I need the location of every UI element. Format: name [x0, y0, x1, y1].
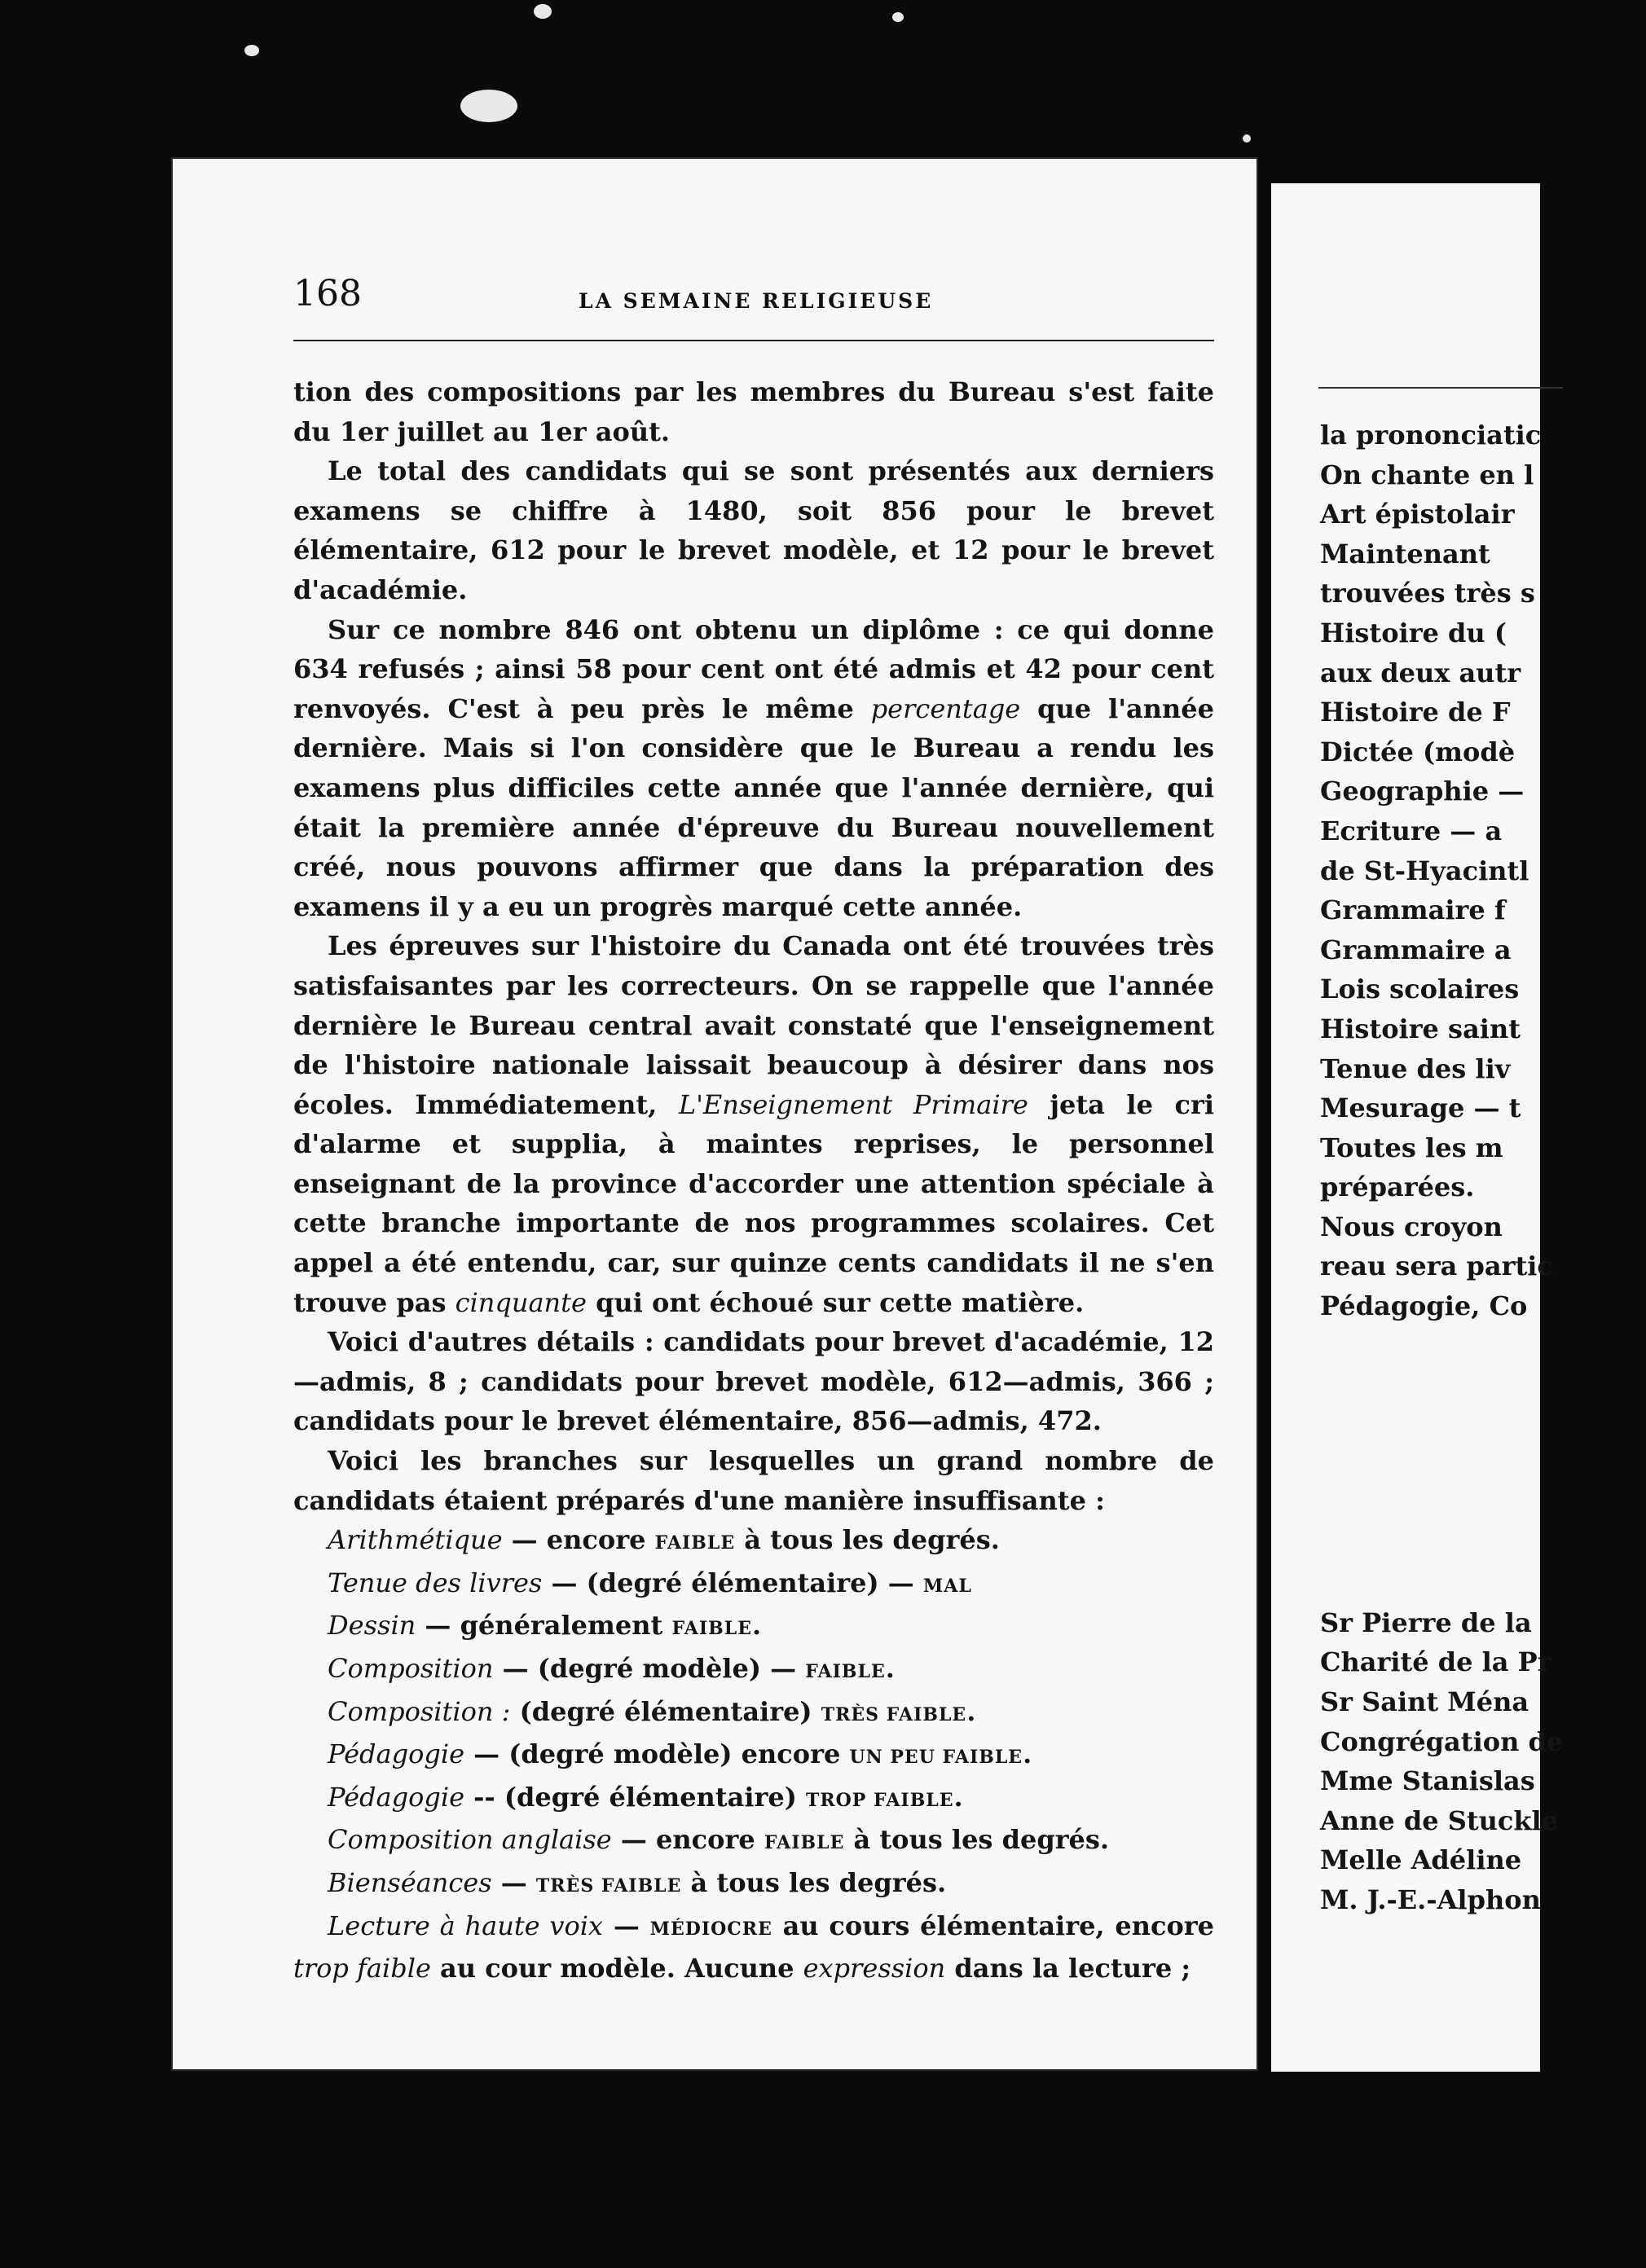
- right-page-line: Dictée (modè: [1320, 736, 1516, 767]
- text-run: -- (degré élémentaire): [464, 1781, 806, 1813]
- assessment: TRÈS FAIBLE: [821, 1703, 967, 1725]
- paragraph-6: Voici les branches sur lesquelles un grand nombre de candidats étaient préparés d'une manière insuffisante :: [293, 1445, 1214, 1516]
- text-run: que l'année dernière. Mais si l'on considère que le Bureau a rendu les examens plus difficiles cette année que l'année dernière, qui était la première année d'épreuve du Bureau nouvellement créé, nous pouvons affirmer que dans la préparation des examens il y a eu un progrès marqué cette année.: [293, 692, 1215, 922]
- right-page-line: Histoire de F: [1320, 697, 1511, 728]
- right-page-line: Geographie —: [1320, 776, 1525, 807]
- text-run: .: [751, 1610, 762, 1642]
- italic-term: percentage: [870, 692, 1021, 724]
- right-page-line: Charité de la Pr: [1320, 1646, 1551, 1678]
- text-run: au cour modèle. Aucune: [430, 1953, 803, 1984]
- body-text: [293, 372, 1214, 1989]
- text-run: — généralement: [416, 1610, 672, 1642]
- right-page-line: Histoire saint: [1320, 1013, 1521, 1044]
- right-page-line: Maintenant: [1320, 538, 1490, 569]
- text-run: à tous les degrés.: [844, 1824, 1110, 1856]
- text-run: — (degré modèle) encore: [464, 1738, 850, 1770]
- right-page-line: Art épistolair: [1320, 499, 1515, 530]
- text-run: à tous les degrés.: [735, 1524, 1000, 1556]
- assessment: TRÈS FAIBLE: [535, 1875, 682, 1897]
- right-page-line: Grammaire f: [1320, 894, 1506, 926]
- italic-term: cinquante: [455, 1286, 587, 1318]
- paragraph-4: [293, 926, 1214, 1322]
- italic-term: trop faible: [293, 1953, 431, 1984]
- right-page-text: [1320, 415, 1646, 1920]
- branch-item: [293, 1734, 1214, 1778]
- right-page-line: [1320, 1484, 1646, 1524]
- branch-subject: Composition :: [328, 1695, 511, 1727]
- right-page: [1271, 183, 1564, 2072]
- branch-subject: Bienséances: [328, 1866, 492, 1898]
- last-paragraph: [293, 1906, 1214, 1989]
- branch-subject: Composition: [328, 1653, 494, 1684]
- right-page-line: Congrégation de: [1320, 1725, 1564, 1757]
- branch-item: [293, 1563, 1214, 1606]
- scan-speck: [460, 90, 517, 122]
- branch-item: [293, 1863, 1214, 1906]
- assessment: FAIBLE: [805, 1661, 886, 1682]
- text-run: jeta le cri d'alarme et supplia, à maintes reprises, le personnel enseignant de la province d'accorder une attention spéciale à cette branche importante de nos programmes scolaires. Cet appel a été entendu, car, sur quinze cents candidats il ne s'en trouve pas: [293, 1088, 1215, 1318]
- paragraph-2: Le total des candidats qui se sont présentés aux derniers examens se chiffre à 1480, soit 856 pour le brevet élémentaire, 612 pour le brevet modèle, et 12 pour le brevet d'académie.: [293, 455, 1214, 605]
- right-page-line: [1320, 1326, 1646, 1366]
- right-page-line: [1320, 1444, 1646, 1484]
- branch-item: [293, 1778, 1214, 1821]
- assessment: FAIBLE: [654, 1532, 736, 1554]
- right-page-line: [1320, 1524, 1646, 1564]
- assessment: UN PEU FAIBLE: [849, 1747, 1023, 1769]
- right-page-line: [1320, 1365, 1646, 1405]
- branch-subject: Arithmétique: [328, 1524, 503, 1556]
- text-run: au cours élémentaire, encore: [772, 1910, 1215, 1941]
- right-page-line: Nous croyon: [1320, 1211, 1503, 1242]
- text-run: —: [603, 1910, 650, 1941]
- right-page-line: Mesurage — t: [1320, 1092, 1521, 1124]
- assessment: MÉDIOCRE: [649, 1918, 772, 1940]
- text-run: (degré élémentaire): [510, 1695, 821, 1727]
- branch-item: [293, 1520, 1214, 1563]
- text-run: .: [1023, 1738, 1032, 1770]
- text-run: — (degré élémentaire) —: [542, 1567, 923, 1598]
- branch-subject: Pédagogie: [328, 1781, 464, 1813]
- branch-item: [293, 1692, 1214, 1735]
- text-run: — encore: [502, 1524, 655, 1556]
- right-page-line: Melle Adéline: [1320, 1844, 1522, 1876]
- scan-speck: [1243, 134, 1251, 143]
- right-page-line: la prononciatic: [1320, 420, 1542, 451]
- right-page-line: Toutes les m: [1320, 1132, 1503, 1163]
- right-page-line: M. J.-E.-Alphon: [1320, 1883, 1541, 1915]
- right-page-line: On chante en l: [1320, 459, 1534, 490]
- text-run: .: [966, 1695, 976, 1727]
- right-page-line: Anne de Stuckle: [1320, 1804, 1559, 1836]
- right-page-line: Mme Stanislas: [1320, 1765, 1535, 1797]
- branch-subject: Dessin: [328, 1610, 416, 1642]
- scan-speck: [892, 12, 904, 22]
- paragraph-1: tion des compositions par les membres du Bureau s'est faite du 1er juillet au 1er août.: [293, 376, 1214, 447]
- right-page-line: Sr Pierre de la: [1320, 1606, 1532, 1638]
- text-run: — (degré modèle) —: [493, 1653, 806, 1684]
- text-run: — encore: [611, 1824, 764, 1856]
- running-head: LA SEMAINE RELIGIEUSE: [579, 289, 934, 313]
- header-rule: [1318, 387, 1563, 389]
- assessment: TROP FAIBLE: [805, 1789, 954, 1811]
- branch-item: [293, 1606, 1214, 1649]
- scan-speck: [244, 45, 259, 56]
- branch-subject: Lecture à haute voix: [328, 1910, 604, 1941]
- right-page-line: Grammaire a: [1320, 934, 1512, 965]
- text-run: —: [491, 1866, 536, 1898]
- text-run: à tous les degrés.: [681, 1866, 947, 1898]
- paragraph-5: Voici d'autres détails : candidats pour brevet d'académie, 12—admis, 8 ; candidats pour brevet modèle, 612—admis, 366 ; candidats pour le brevet élémentaire, 856—admis, 472.: [293, 1326, 1214, 1437]
- right-page-line: reau sera partic: [1320, 1250, 1553, 1282]
- text-run: dans la lecture ;: [945, 1953, 1191, 1984]
- right-page-line: Sr Saint Ména: [1320, 1686, 1529, 1717]
- text-run: Sur ce nombre 846 ont obtenu un diplôme : ce qui donne 634 refusés ; ainsi 58 pour cent ont été admis et 42 pour cent renvoyés. C'est à peu près le même: [293, 613, 1214, 724]
- right-page-line: de St-Hyacintl: [1320, 855, 1529, 886]
- header-rule: [293, 340, 1214, 341]
- branch-item: [293, 1820, 1214, 1863]
- scan-speck: [534, 4, 552, 19]
- assessment: FAIBLE: [671, 1618, 752, 1640]
- right-page-line: trouvées très s: [1320, 578, 1535, 609]
- right-page-line: Histoire du (: [1320, 617, 1507, 648]
- text-run: .: [885, 1653, 895, 1684]
- branch-item: [293, 1649, 1214, 1692]
- italic-term: expression: [803, 1953, 946, 1984]
- left-page: [173, 159, 1257, 2069]
- paragraph-3: [293, 610, 1214, 927]
- assessment: FAIBLE: [764, 1832, 845, 1854]
- italic-title: L'Enseignement Primaire: [678, 1088, 1028, 1120]
- text-run: .: [953, 1781, 963, 1813]
- right-page-line: Pédagogie, Co: [1320, 1290, 1528, 1322]
- right-page-line: [1320, 1405, 1646, 1445]
- right-page-line: Tenue des liv: [1320, 1053, 1511, 1084]
- branch-subject: Pédagogie: [328, 1738, 464, 1770]
- right-page-line: Lois scolaires: [1320, 974, 1520, 1005]
- branch-subject: Composition anglaise: [328, 1824, 612, 1856]
- right-page-line: préparées.: [1320, 1171, 1475, 1203]
- branch-subject: Tenue des livres: [328, 1567, 543, 1598]
- page-number: 168: [293, 273, 362, 314]
- right-page-line: aux deux autr: [1320, 657, 1521, 688]
- text-run: Les épreuves sur l'histoire du Canada ont été trouvées très satisfaisantes par les correcteurs. On se rappelle que l'année dernière le Bureau central avait constaté que l'enseignement de l'histoire nationale laissait beaucoup à désirer dans nos écoles. Immédiatement,: [293, 930, 1214, 1120]
- right-page-line: [1320, 1563, 1646, 1603]
- assessment: MAL: [922, 1575, 972, 1597]
- text-run: qui ont échoué sur cette matière.: [586, 1286, 1085, 1318]
- right-page-line: Ecriture — a: [1320, 815, 1503, 846]
